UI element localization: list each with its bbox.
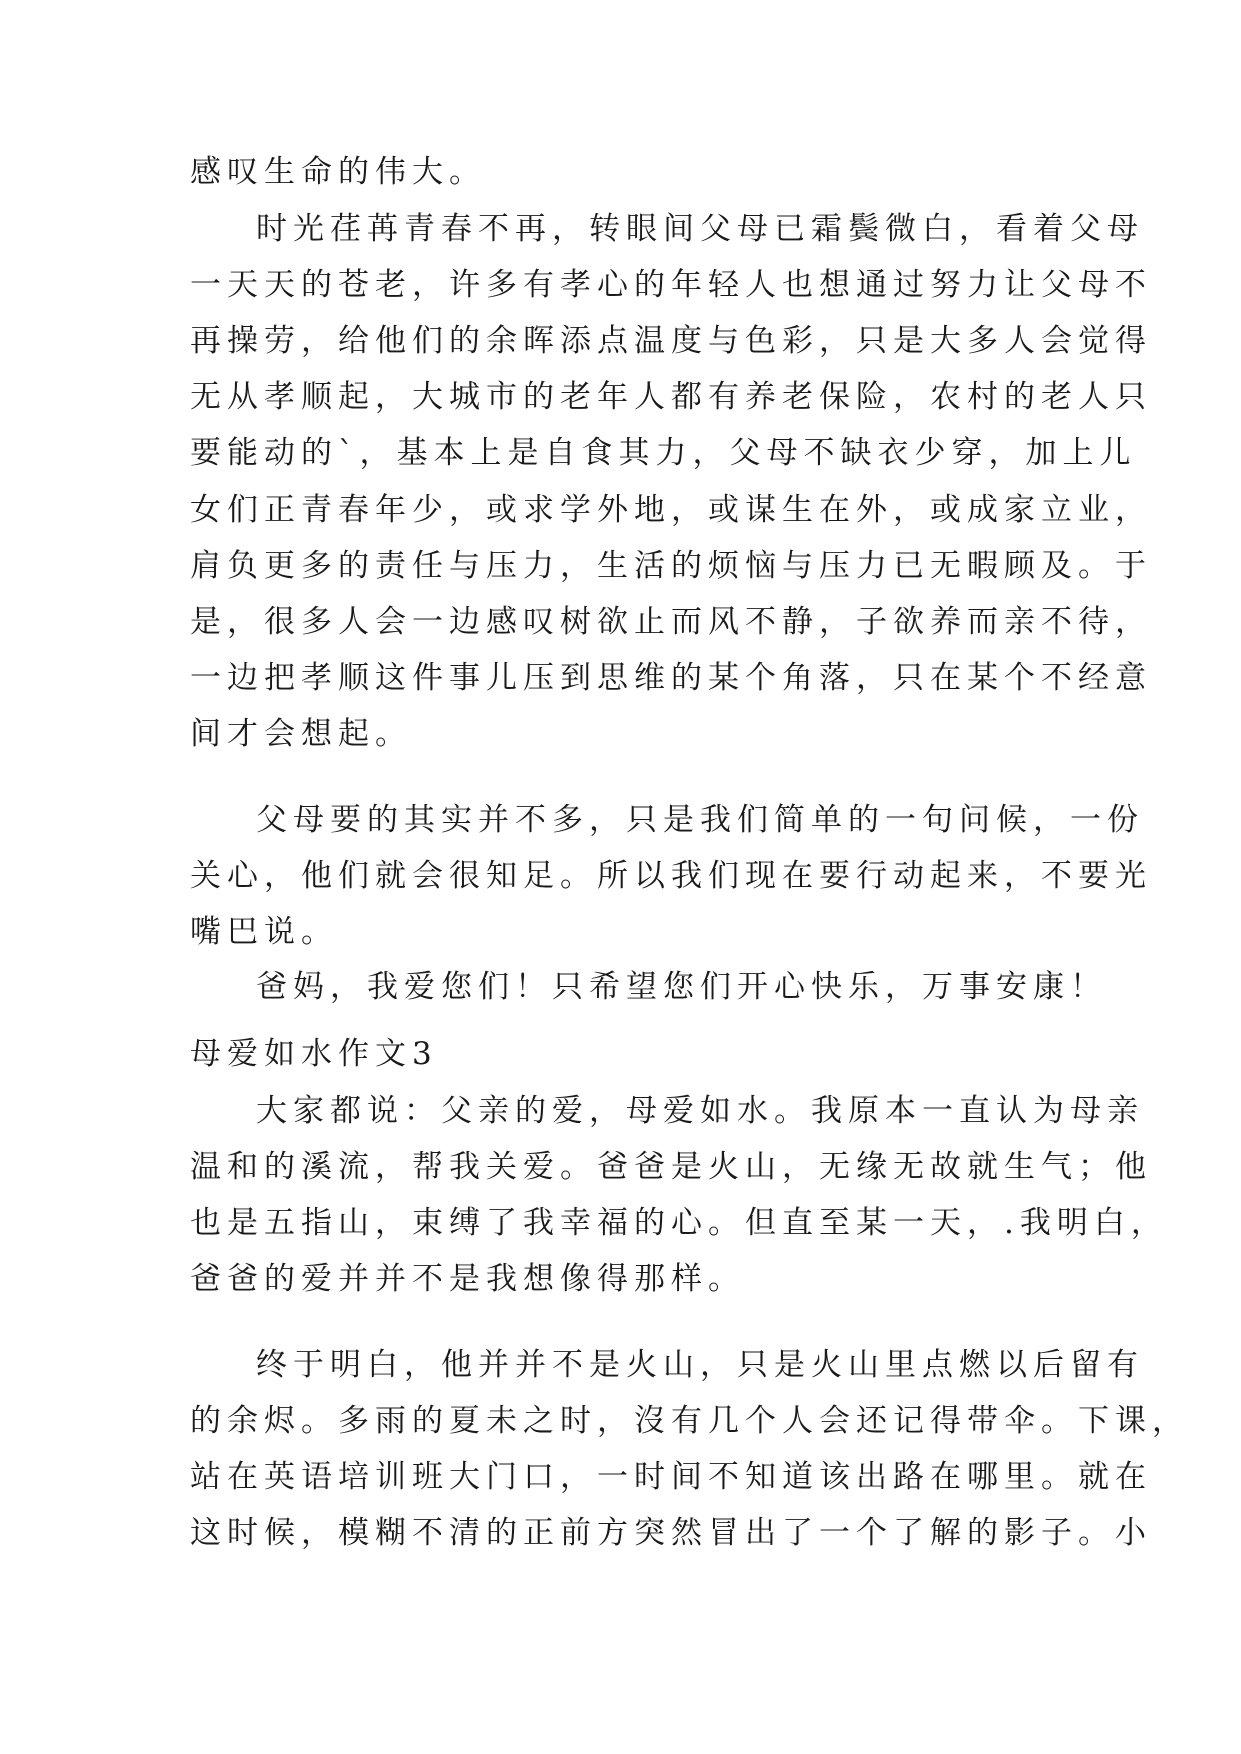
text-line: 关心，他们就会很知足。所以我们现在要行动起来，不要光 xyxy=(190,858,1152,894)
text-line: 间才会想起。 xyxy=(190,716,412,752)
text-line: 是，很多人会一边感叹树欲止而风不静，子欲养而亲不待， xyxy=(190,604,1152,640)
text-line: 这时候，模糊不清的正前方突然冒出了一个了解的影子。小 xyxy=(190,1515,1152,1551)
text-line: 一天天的苍老，许多有孝心的年轻人也想通过努力让父母不 xyxy=(190,267,1152,303)
text-line: 要能动的`，基本上是自食其力，父母不缺衣少穿，加上儿 xyxy=(190,435,1137,471)
text-line: 一边把孝顺这件事儿压到思维的某个角落，只在某个不经意 xyxy=(190,660,1152,696)
paragraph-first-line: 终于明白，他并并不是火山，只是火山里点燃以后留有 xyxy=(256,1347,1144,1383)
paragraph-first-line: 大家都说：父亲的爱，母爱如水。我原本一直认为母亲 xyxy=(256,1093,1144,1129)
text-line: 温和的溪流，帮我关爱。爸爸是火山，无缘无故就生气；他 xyxy=(190,1149,1152,1185)
text-line: 女们正青春年少，或求学外地，或谋生在外，或成家立业， xyxy=(190,492,1152,528)
text-line: 爸爸的爱并并不是我想像得那样。 xyxy=(190,1261,745,1297)
text-line: 感叹生命的伟大。 xyxy=(190,154,486,190)
text-line: 再操劳，给他们的余晖添点温度与色彩，只是大多人会觉得 xyxy=(190,323,1152,359)
text-line: 无从孝顺起，大城市的老年人都有养老保险，农村的老人只 xyxy=(190,379,1152,415)
paragraph-first-line: 父母要的其实并不多，只是我们简单的一句问候，一份 xyxy=(256,802,1144,838)
section-heading: 母爱如水作文3 xyxy=(190,1036,438,1072)
text-line: 嘴巴说。 xyxy=(190,914,338,950)
text-line: 肩负更多的责任与压力，生活的烦恼与压力已无暇顾及。于 xyxy=(190,548,1152,584)
text-line: 也是五指山，束缚了我幸福的心。但直至某一天，.我明白， xyxy=(190,1205,1168,1241)
text-line: 的余烬。多雨的夏未之时，沒有几个人会还记得带伞。下课， xyxy=(190,1403,1189,1439)
text-line: 站在英语培训班大门口，一时间不知道该出路在哪里。就在 xyxy=(190,1459,1152,1495)
paragraph-first-line: 时光荏苒青春不再，转眼间父母已霜鬓微白，看着父母 xyxy=(256,211,1144,247)
paragraph-first-line: 爸妈，我爱您们！只希望您们开心快乐，万事安康！ xyxy=(256,969,1107,1005)
